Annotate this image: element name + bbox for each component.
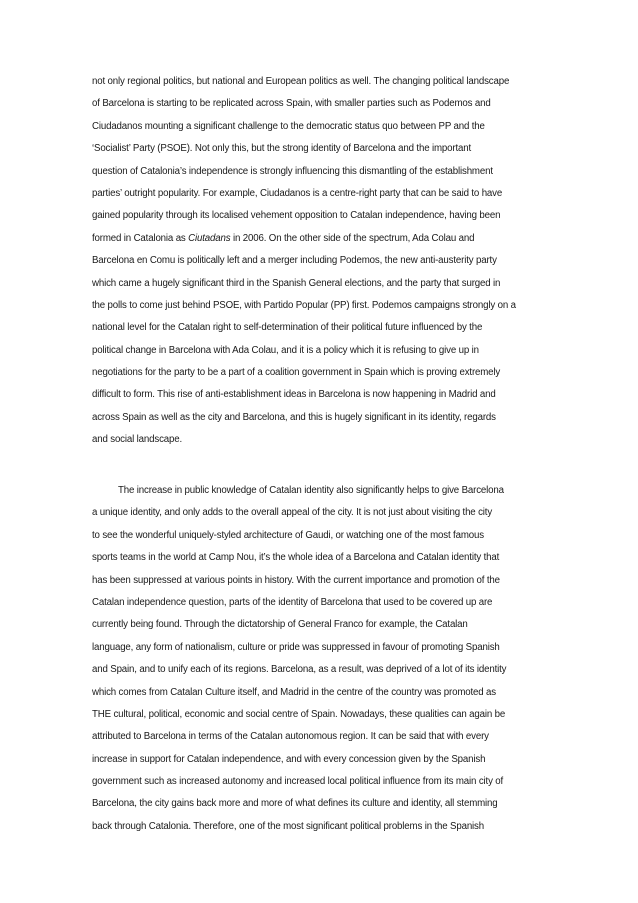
text-line: the polls to come just behind PSOE, with Partido Popular (PP) first. Podemos campaigns strongly on a (92, 299, 516, 311)
text-line-indented: The increase in public knowledge of Catalan identity also significantly helps to give Barcelona (118, 485, 504, 496)
text-line: of Barcelona is starting to be replicated across Spain, with smaller parties such as Podemos and (92, 98, 491, 110)
text-line-with-italic (92, 228, 568, 250)
text-line: negotiations for the party to be a part of a coalition government in Spain which is proving extremely (92, 367, 501, 379)
text-line: Barcelona en Comu is politically left and a merger including Podemos, the new anti-austerity party (92, 255, 497, 267)
text-line: which came a hugely significant third in the Spanish General elections, and the party that surged in (92, 277, 501, 289)
text-line: and social landscape. (92, 434, 183, 446)
text-line: and Spain, and to unify each of its regions. Barcelona, as a result, was deprived of a lot of its identity (92, 664, 507, 676)
text-line: parties’ outright popularity. For example, Ciudadanos is a centre-right party that can be said to have (92, 187, 503, 199)
text-line: currently being found. Through the dictatorship of General Franco for example, the Catalan (92, 619, 468, 631)
text-line: national level for the Catalan right to self-determination of their political future influenced by the (92, 322, 483, 334)
text-line: ‘Socialist’ Party (PSOE). Not only this, but the strong identity of Barcelona and the important (92, 143, 472, 155)
text-line: language, any form of nationalism, culture or pride was suppressed in favour of promoting Spanish (92, 641, 500, 653)
paragraph-1 (92, 71, 568, 452)
text-line: which comes from Catalan Culture itself, and Madrid in the centre of the country was promoted as (92, 686, 496, 698)
text-line: government such as increased autonomy and increased local political influence from its main city of (92, 776, 504, 788)
text-line: Barcelona, the city gains back more and more of what defines its culture and identity, all stemming (92, 798, 498, 810)
text-line: Catalan independence question, parts of the identity of Barcelona that used to be covered up are (92, 596, 493, 608)
text-line: increase in support for Catalan independence, and with every concession given by the Spanish (92, 753, 486, 765)
italic-term: Ciutadans (188, 232, 231, 244)
text-line: a unique identity, and only adds to the overall appeal of the city. It is not just about visiting the city (92, 507, 493, 519)
text-line: across Spain as well as the city and Barcelona, and this is hugely significant in its identity, regards (92, 411, 496, 423)
text-line: difficult to form. This rise of anti-establishment ideas in Barcelona is now happening in Madrid and (92, 389, 496, 401)
text-line: THE cultural, political, economic and social centre of Spain. Nowadays, these qualities can again be (92, 708, 506, 720)
text-line: back through Catalonia. Therefore, one of the most significant political problems in the Spanish (92, 820, 484, 832)
text-line: political change in Barcelona with Ada Colau, and it is a policy which it is refusing to give up in (92, 344, 479, 356)
text-line: question of Catalonia’s independence is strongly influencing this dismantling of the establishment (92, 165, 493, 177)
text-line: attributed to Barcelona in terms of the Catalan autonomous region. It can be said that with every (92, 731, 489, 743)
text-line: not only regional politics, but national and European politics as well. The changing political landscape (92, 76, 510, 87)
text-line: sports teams in the world at Camp Nou, it’s the whole idea of a Barcelona and Catalan identity that (92, 552, 500, 564)
text-line: to see the wonderful uniquely-styled architecture of Gaudi, or watching one of the most famous (92, 529, 484, 541)
text-line: Ciudadanos mounting a significant challenge to the democratic status quo between PP and the (92, 120, 485, 132)
text-line: has been suppressed at various points in history. With the current importance and promotion of the (92, 574, 500, 586)
text-run: formed in Catalonia as (92, 232, 189, 244)
text-line: gained popularity through its localised vehement opposition to Catalan independence, having been (92, 210, 501, 222)
text-run: in 2006. On the other side of the spectrum, Ada Colau and (230, 232, 475, 244)
paragraph-2 (92, 480, 568, 838)
